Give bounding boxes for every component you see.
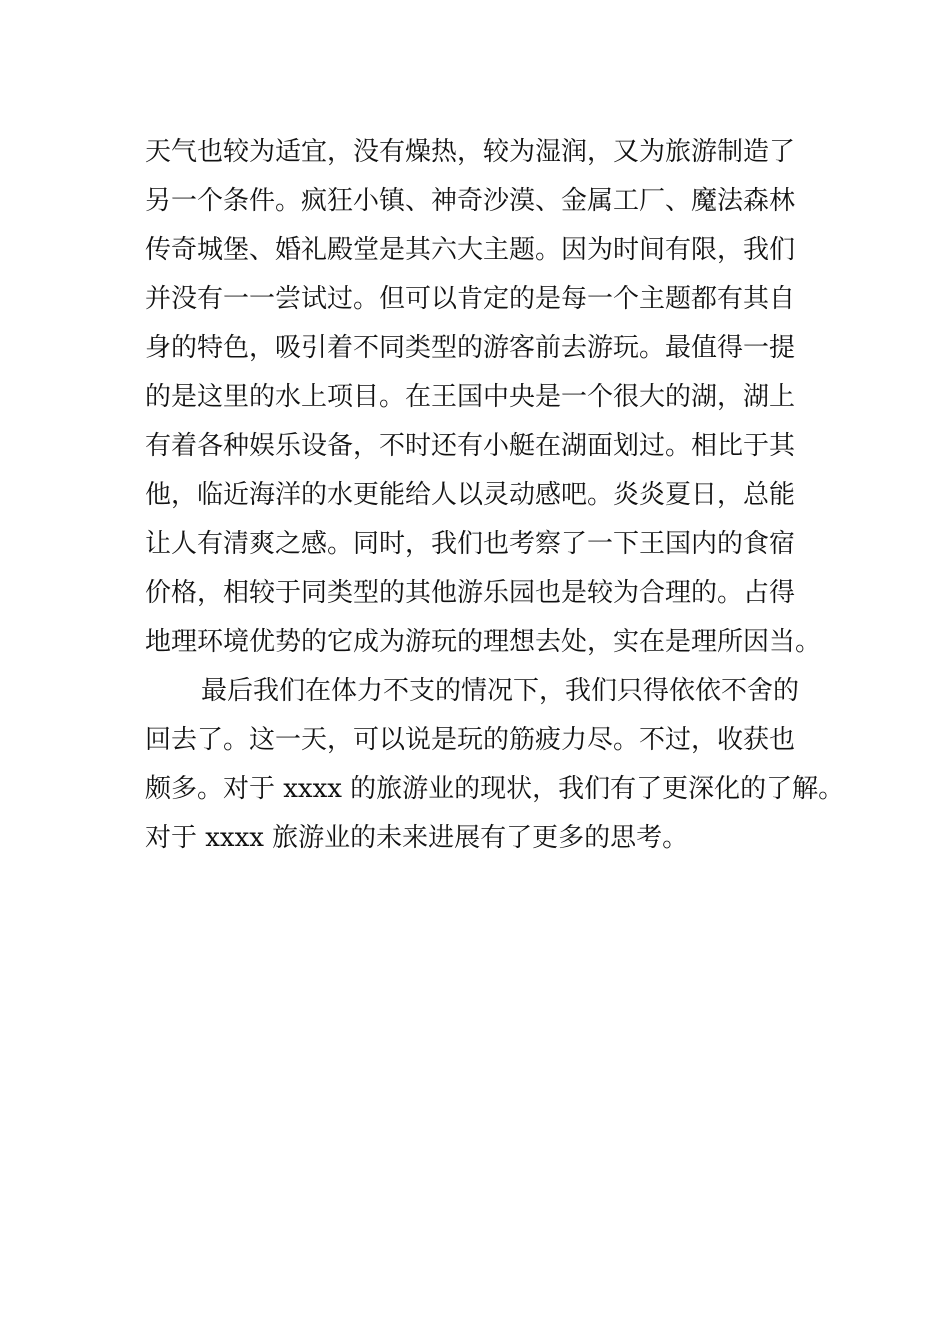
paragraph-2-line-4: 对于 xxxx 旅游业的未来进展有了更多的思考。 [145,823,689,853]
paragraph-1-line-7: 有着各种娱乐设备，不时还有小艇在湖面划过。相比于其 [145,431,796,461]
paragraph-1-line-9: 让人有清爽之感。同时，我们也考察了一下王国内的食宿 [145,529,796,559]
paragraph-1-line-3: 传奇城堡、婚礼殿堂是其六大主题。因为时间有限，我们 [145,235,796,265]
paragraph-1-line-6: 的是这里的水上项目。在王国中央是一个很大的湖，湖上 [145,382,796,412]
document-body [145,128,845,863]
paragraph-2-line-3: 颇多。对于 xxxx 的旅游业的现状，我们有了更深化的了解。 [145,774,845,804]
paragraph-1-line-5: 身的特色，吸引着不同类型的游客前去游玩。最值得一提 [145,333,796,363]
paragraph-1-line-1: 天气也较为适宜，没有燥热，较为湿润，又为旅游制造了 [145,137,796,167]
paragraph-1-line-4: 并没有一一尝试过。但可以肯定的是每一个主题都有其自 [145,284,796,314]
paragraph-1-line-10: 价格，相较于同类型的其他游乐园也是较为合理的。占得 [145,578,796,608]
paragraph-1-line-2: 另一个条件。疯狂小镇、神奇沙漠、金属工厂、魔法森林 [145,186,796,216]
paragraph-2-line-1: 最后我们在体力不支的情况下，我们只得依依不舍的 [201,676,800,706]
paragraph-1-line-8: 他，临近海洋的水更能给人以灵动感吧。炎炎夏日，总能 [145,480,796,510]
paragraph-2-line-2: 回去了。这一天，可以说是玩的筋疲力尽。不过，收获也 [145,725,796,755]
paragraph-1-line-11: 地理环境优势的它成为游玩的理想去处，实在是理所因当。 [145,627,822,657]
